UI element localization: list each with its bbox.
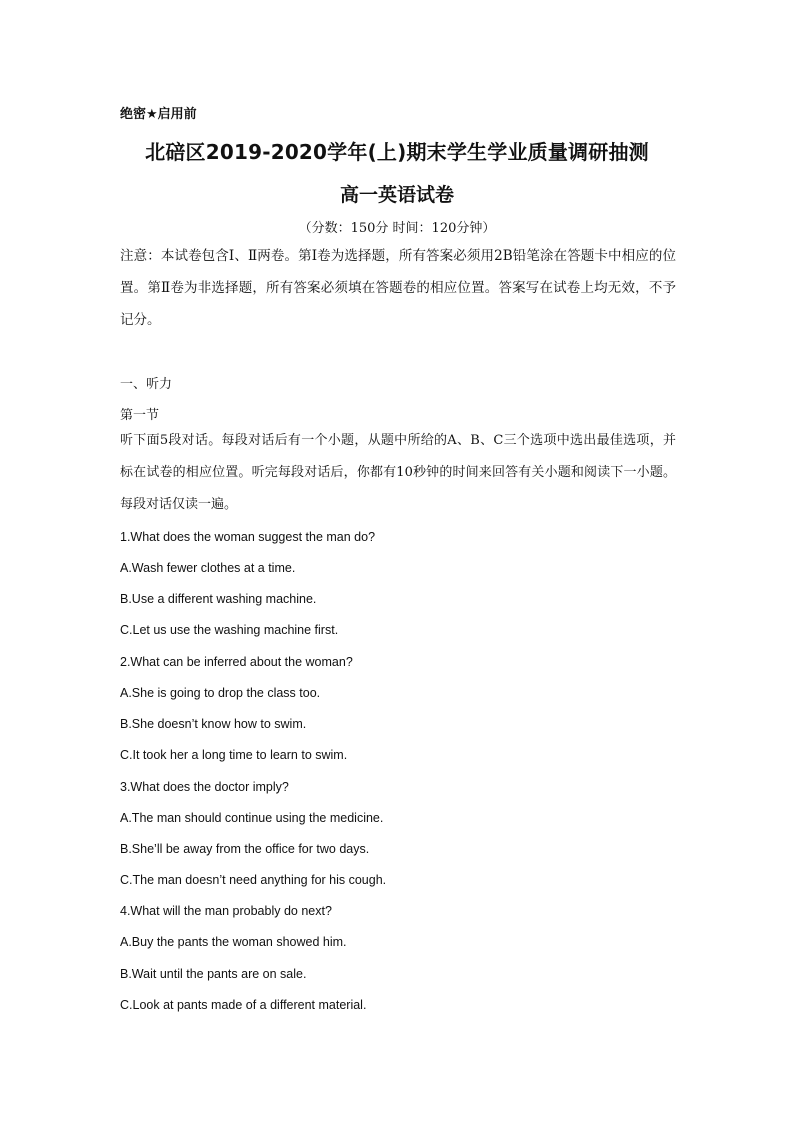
- question-option: A.The man should continue using the medicine.: [120, 811, 384, 825]
- score-time-info: （分数：150分 时间：120分钟）: [298, 221, 496, 236]
- question-option: C.Let us use the washing machine first.: [120, 623, 339, 637]
- instructions-paragraph: 听下面5段对话。每段对话后有一个小题，从题中所给的A、B、C三个选项中选出最佳选项，并标在试卷的相应位置。听完每段对话后，你都有10秒钟的时间来回答有关小题和阅读下一小题。每段对话仅读一遍。: [120, 433, 676, 512]
- question-option: A.She is going to drop the class too.: [120, 686, 321, 700]
- question-option: A.Buy the pants the woman showed him.: [120, 935, 347, 949]
- question-option: B.She’ll be away from the office for two days.: [120, 842, 370, 856]
- question-option: C.Look at pants made of a different material.: [120, 998, 367, 1012]
- question-stem: 3.What does the doctor imply?: [120, 780, 289, 794]
- question-option: A.Wash fewer clothes at a time.: [120, 561, 296, 575]
- question-stem: 1.What does the woman suggest the man do?: [120, 530, 376, 544]
- subsection-heading: 第一节: [120, 408, 160, 423]
- exam-subtitle: 高一英语试卷: [339, 184, 454, 206]
- question-option: C.The man doesn’t need anything for his cough.: [120, 873, 387, 887]
- question-option: B.She doesn’t know how to swim.: [120, 717, 307, 731]
- question-option: C.It took her a long time to learn to swim.: [120, 748, 348, 762]
- question-option: B.Wait until the pants are on sale.: [120, 967, 307, 981]
- question-stem: 2.What can be inferred about the woman?: [120, 655, 353, 669]
- secret-label: 绝密★启用前: [120, 107, 197, 122]
- notice-paragraph: 注意：本试卷包含Ⅰ、Ⅱ两卷。第Ⅰ卷为选择题，所有答案必须用2B铅笔涂在答题卡中相应的位置。第Ⅱ卷为非选择题，所有答案必须填在答题卷的相应位置。答案写在试卷上均无效，不予记分。: [120, 248, 676, 328]
- question-stem: 4.What will the man probably do next?: [120, 904, 332, 918]
- question-option: B.Use a different washing machine.: [120, 592, 317, 606]
- exam-title: 北碚区2019-2020学年(上)期末学生学业质量调研抽测: [145, 140, 649, 164]
- section-heading: 一、听力: [120, 377, 173, 392]
